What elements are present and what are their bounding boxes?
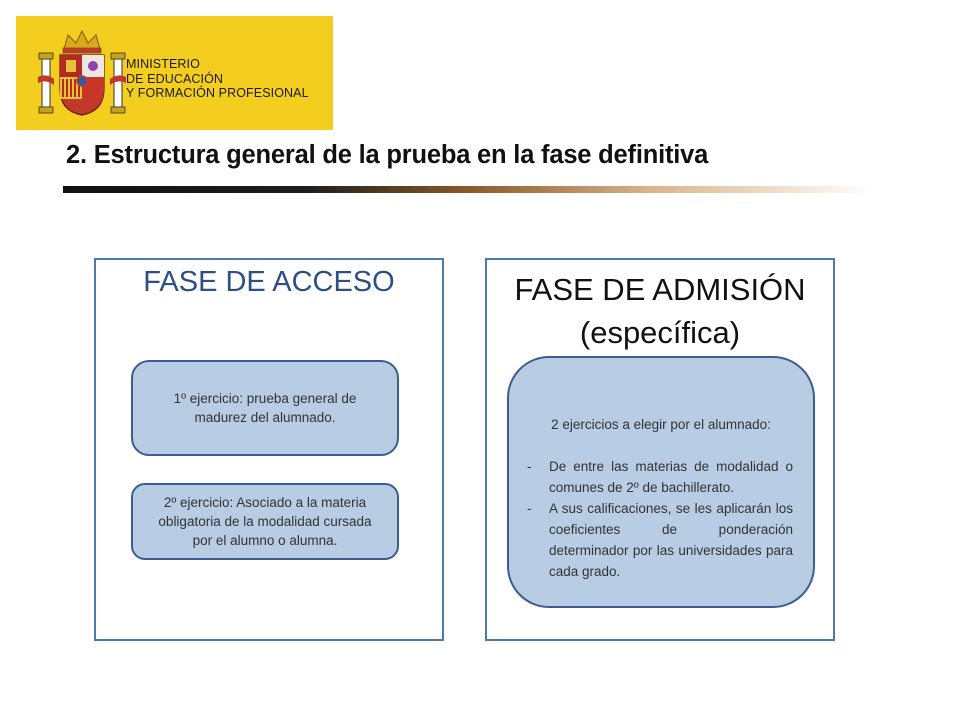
list-item-text: A sus calificaciones, se les aplicarán los coeficientes de ponderación determinador por las universidades para cada grado. xyxy=(549,501,793,579)
coat-of-arms-icon xyxy=(36,29,128,121)
slide-title: 2. Estructura general de la prueba en la fase definitiva xyxy=(66,141,709,169)
list-item-text: De entre las materias de modalidad o comunes de 2º de bachillerato. xyxy=(549,459,793,495)
bullet-dash: - xyxy=(527,501,532,516)
admission-phase-title xyxy=(487,268,833,354)
admission-exercises-box xyxy=(507,356,815,608)
ministry-name-line1: MINISTERIO xyxy=(126,57,200,71)
first-exercise-box xyxy=(131,360,399,456)
bullet-dash: - xyxy=(527,459,532,474)
second-exercise-text: 2º ejercicio: Asociado a la materia obligatoria de la modalidad cursada por el alumno o alumna. xyxy=(158,495,372,548)
first-exercise-text: 1º ejercicio: prueba general de madurez del alumnado. xyxy=(173,391,357,425)
list-item xyxy=(527,498,793,582)
ministry-name-line3: Y FORMACIÓN PROFESIONAL xyxy=(126,86,309,100)
ministry-logo xyxy=(16,16,333,130)
ministry-name-line2: DE EDUCACIÓN xyxy=(126,71,224,86)
ministry-name xyxy=(126,57,309,101)
admission-phase-title-line2: (específica) xyxy=(579,315,741,350)
admission-intro: 2 ejercicios a elegir por el alumnado: xyxy=(551,417,771,432)
admission-list xyxy=(527,456,793,582)
access-phase-title: FASE DE ACCESO xyxy=(143,266,395,298)
second-exercise-box xyxy=(131,483,399,560)
title-underline xyxy=(63,186,875,193)
admission-phase-title-line1: FASE DE ADMISIÓN xyxy=(514,272,806,307)
list-item xyxy=(527,456,793,498)
